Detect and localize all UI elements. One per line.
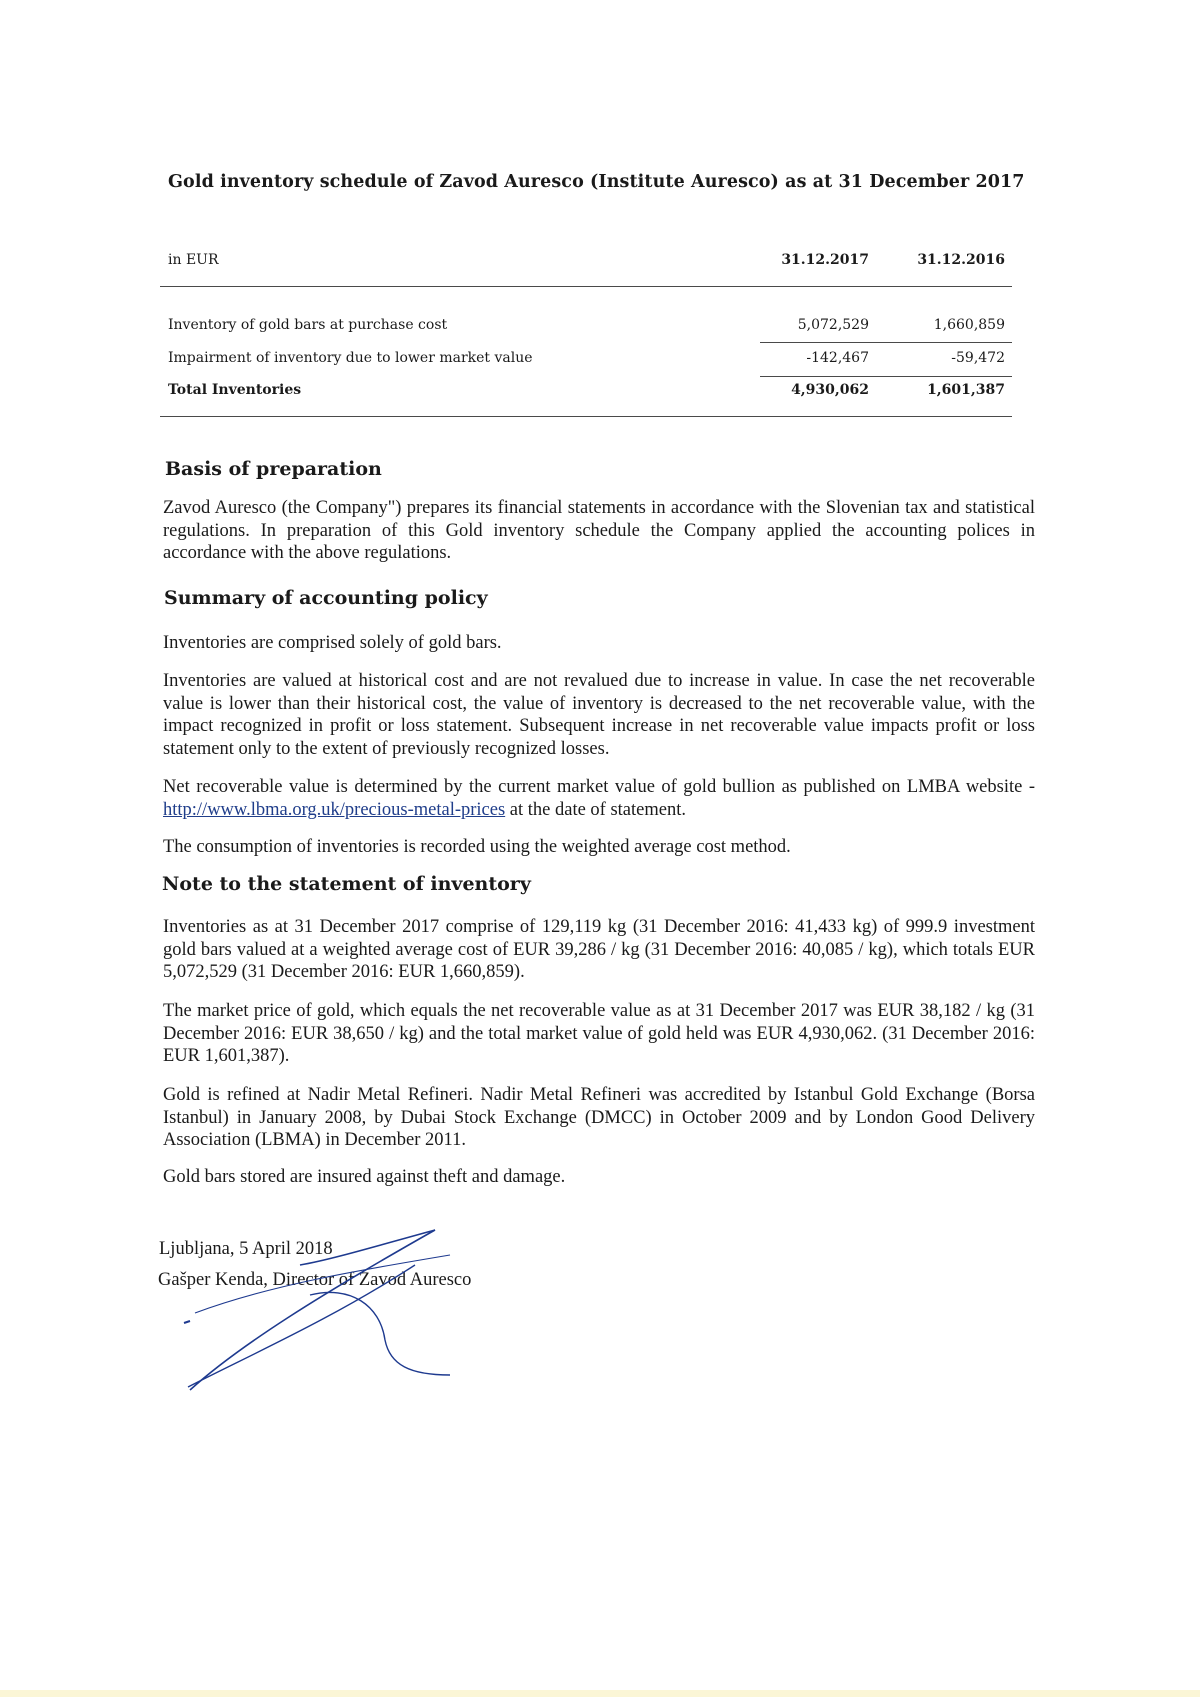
total-label: Total Inventories <box>168 382 302 398</box>
col-header-2017: 31.12.2017 <box>781 252 869 268</box>
table-row <box>160 317 1012 339</box>
summary-paragraph-1: Inventories are comprised solely of gold bars. <box>163 633 502 653</box>
table-header-row <box>160 252 1012 274</box>
summary-paragraph-4: The consumption of inventories is recorded using the weighted average cost method. <box>163 837 791 857</box>
subtotal-divider <box>760 342 1012 343</box>
row-value-2016: 1,660,859 <box>933 317 1005 333</box>
row-value-2017: -142,467 <box>806 350 869 366</box>
inventory-table <box>160 252 1012 422</box>
note-paragraph-2: The market price of gold, which equals the net recoverable value as at 31 December 2017 was EUR 38,182 / kg (31 December 2016: EUR 38,650 / kg) and the total market value of gold held was EUR 4,930,062. (31 December 2016: EUR 1,601,387). <box>163 1001 1035 1067</box>
scan-edge-strip <box>0 1690 1200 1697</box>
row-label: Impairment of inventory due to lower market value <box>168 350 533 366</box>
place-date: Ljubljana, 5 April 2018 <box>159 1239 333 1259</box>
basis-paragraph: Zavod Auresco (the Company") prepares its financial statements in accordance with the Slovenian tax and statistical regulations. In preparation of this Gold inventory schedule the Company applied the accounting polices in accordance with the above regulations. <box>163 498 1035 564</box>
summary-paragraph-3 <box>163 776 1035 821</box>
table-total-row <box>160 382 1012 404</box>
total-divider <box>760 376 1012 377</box>
note-paragraph-1: Inventories as at 31 December 2017 comprise of 129,119 kg (31 December 2016: 41,433 kg) of 999.9 investment gold bars valued at a weighted average cost of EUR 39,286 / kg (31 December 2016: 40,085 / kg), which totals EUR 5,072,529 (31 December 2016: EUR 1,660,859). <box>163 917 1035 983</box>
note-heading: Note to the statement of inventory <box>162 873 531 895</box>
note-paragraph-3: Gold is refined at Nadir Metal Refineri. Nadir Metal Refineri was accredited by Istanbul Gold Exchange (Borsa Istanbul) in January 2008, by Dubai Stock Exchange (DMCC) in October 2009 and by London Good Delivery Association (LBMA) in December 2011. <box>163 1085 1035 1151</box>
summary-paragraph-3-tail: at the date of statement. <box>505 799 686 820</box>
total-value-2016: 1,601,387 <box>927 382 1005 398</box>
summary-heading: Summary of accounting policy <box>164 587 488 609</box>
table-row <box>160 350 1012 372</box>
row-value-2017: 5,072,529 <box>797 317 869 333</box>
note-paragraph-4: Gold bars stored are insured against theft and damage. <box>163 1167 566 1187</box>
total-value-2017: 4,930,062 <box>791 382 869 398</box>
table-bottom-divider <box>160 416 1012 417</box>
handwritten-signature <box>180 1225 480 1395</box>
row-value-2016: -59,472 <box>951 350 1005 366</box>
signatory: Gašper Kenda, Director of Zavod Auresco <box>158 1270 472 1290</box>
document-title: Gold inventory schedule of Zavod Auresco (Institute Auresco) as at 31 December 2017 <box>168 172 1025 192</box>
summary-paragraph-2: Inventories are valued at historical cost and are not revalued due to increase in value. In case the net recoverable value is lower than their historical cost, the value of inventory is decreased to the net recoverable value, with the impact recognized in profit or loss statement. Subsequent increase in net recoverable value impacts profit or loss statement only to the extent of previously recognized losses. <box>163 671 1035 759</box>
unit-label: in EUR <box>168 252 219 268</box>
lbma-link[interactable]: http://www.lbma.org.uk/precious-metal-prices <box>163 799 506 820</box>
basis-heading: Basis of preparation <box>165 458 382 480</box>
summary-paragraph-3-text: Net recoverable value is determined by the current market value of gold bullion as published on LMBA website - <box>163 777 1035 797</box>
row-label: Inventory of gold bars at purchase cost <box>168 317 448 333</box>
col-header-2016: 31.12.2016 <box>917 252 1005 268</box>
table-header-divider <box>160 286 1012 287</box>
